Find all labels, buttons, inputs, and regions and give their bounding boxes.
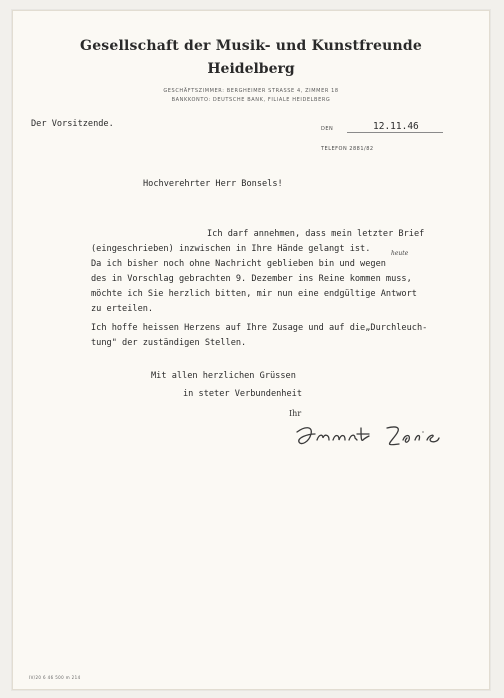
body-line-7: Ich hoffe heissen Herzens auf Ihre Zusage und auf die„Durchleuch- bbox=[91, 323, 428, 333]
footer-print-code: IV/20 6 46 500 m 214 bbox=[29, 675, 81, 680]
body-line-1: Ich darf annehmen, dass mein letzter Brief bbox=[207, 229, 425, 239]
letterhead-bank: BANKKONTO: DEUTSCHE BANK, FILIALE HEIDELBERG bbox=[171, 97, 331, 103]
body-line-3: Da ich bisher noch ohne Nachricht geblieben bin und wegen bbox=[91, 259, 386, 269]
closing-line-2: in steter Verbundenheit bbox=[183, 389, 302, 399]
telefon-number: TELEFON 2881/82 bbox=[321, 146, 374, 152]
body-line-8: tung" der zuständigen Stellen. bbox=[91, 338, 247, 348]
sender-role: Der Vorsitzende. bbox=[31, 119, 114, 129]
salutation: Hochverehrter Herr Bonsels! bbox=[143, 179, 283, 189]
letterhead-city: Heidelberg bbox=[207, 61, 295, 77]
handwritten-signature bbox=[291, 416, 461, 461]
letterhead-title: Gesellschaft der Musik- und Kunstfreunde bbox=[80, 38, 422, 54]
closing-line-1: Mit allen herzlichen Grüssen bbox=[151, 371, 296, 381]
handwritten-insert: heute bbox=[391, 250, 409, 257]
date-text: 12.11.46 bbox=[373, 121, 419, 132]
signature-ihr: Ihr bbox=[289, 409, 302, 418]
signature-svg bbox=[291, 416, 461, 456]
body-line-4: des in Vorschlag gebrachten 9. Dezember ins Reine kommen muss, bbox=[91, 274, 412, 284]
letter-sheet bbox=[12, 10, 490, 690]
body-line-2: (eingeschrieben) inzwischen in Ihre Hände gelangt ist. bbox=[91, 244, 371, 254]
date-value bbox=[347, 121, 443, 133]
date-label: DEN bbox=[321, 126, 334, 132]
body-line-6: zu erteilen. bbox=[91, 304, 154, 314]
body-line-5: möchte ich Sie herzlich bitten, mir nun eine endgültige Antwort bbox=[91, 289, 417, 299]
letterhead-address: GESCHÄFTSZIMMER: BERGHEIMER STRASSE 4, ZIMMER 18 bbox=[163, 88, 339, 94]
